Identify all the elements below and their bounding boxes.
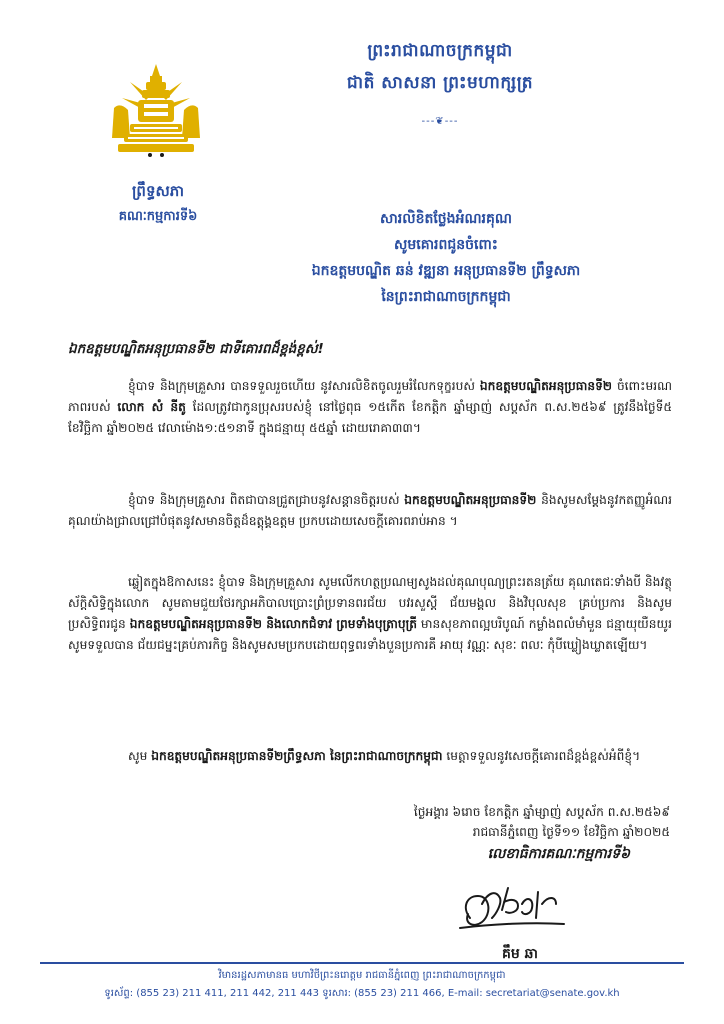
title-line-3: ឯកឧត្តមបណ្ឌិត ឆន់ វឌ្ឍនា អនុប្រធានទី២ ព្រឹទ្ធសភា — [311, 263, 581, 279]
signer-title: លេខាធិការគណៈកម្មការទី៦ — [487, 846, 630, 862]
p4-text-a: សូម — [128, 749, 152, 763]
p1-text-e: ដែលត្រូវជាកូនប្រុសរបស់ខ្ញុំ នៅថ្ងៃពុធ ១៥កើត ខែកត្តិក ឆ្នាំម្សាញ់ សប្តស័ក ព.ស.២៥៦៩ ត្រូវនឹងថ្ងៃទី៥ ខែវិច្ឆិកា ឆ្នាំ២០២៥ វេលាម៉ោង១:៥១នាទី ក្នុងជន្មាយុ ៥៥ឆ្នាំ ដោយរោគា៣៣។ — [68, 400, 672, 435]
date-lunar: ថ្ងៃអង្គារ ៦រោច ខែកត្តិក ឆ្នាំម្សាញ់ សប្តស័ក ព.ស.២៥៦៩ — [413, 805, 670, 819]
paragraph-2 — [68, 490, 672, 532]
kingdom-heading: ព្រះរាជាណាចក្រកម្ពុជា — [367, 41, 513, 61]
p3-recipient: ឯកឧត្តមបណ្ឌិតអនុប្រធានទី២ និងលោកជំទាវ ព្រមទាំងបុត្រាបុត្រី — [129, 617, 417, 631]
p3-text-a: ឆ្លៀតក្នុងឱកាសនេះ ខ្ញុំបាទ និងក្រុមគ្រួសារ សូមលើកហត្ថប្រណម្យសូងដល់គុណបុណ្យព្រះរតនត្រ័យ គុណតេជៈទាំងបី និងវត្ថុស័ក្តិសិទ្ធិក្នុងលោក សូមតាមជួយថែរក្សាអភិបាលប្រោះព្រំប្រទានពរជ័យ បវរសួស្តី ជ័យមង្គល និងវិបុលសុខ គ្រប់ប្រការ និងសូមប្រសិទ្ធិពរជូន — [68, 575, 672, 631]
national-motto: ជាតិ សាសនា ព្រះមហាក្សត្រ — [346, 73, 534, 93]
footer-divider — [40, 962, 684, 964]
p1-deceased-name: លោក សំ នីតូ — [117, 400, 186, 414]
p2-text-a: ខ្ញុំបាទ និងក្រុមគ្រួសារ ពិតជាបានជ្រួតជ្រាបនូវសន្តានចិត្តរបស់ — [128, 493, 405, 507]
senate-emblem-icon — [100, 62, 212, 162]
p4-text-c: មេត្តាទទួលនូវសេចក្តីគោរពដ៏ខ្ពង់ខ្ពស់អំពីខ្ញុំ។ — [442, 749, 641, 763]
p2-recipient: ឯកឧត្តមបណ្ឌិតអនុប្រធានទី២ — [404, 493, 537, 507]
title-line-1: សារលិខិតថ្លែងអំណរគុណ — [380, 211, 512, 227]
footer-address: វិមានរដ្ឋសភាមានធ មហាវិថីព្រះនរោត្តម រាជធានីភ្នំពេញ ព្រះរាជាណាចក្រកម្ពុជា — [218, 970, 506, 981]
title-line-2: សូមគោរពជូនចំពោះ — [394, 237, 498, 253]
paragraph-3 — [68, 572, 672, 656]
p1-recipient: ឯកឧត្តមបណ្ឌិតអនុប្រធានទី២ — [479, 379, 613, 393]
footer-contact: ទូរស័ព្ទ: (855 23) 211 411, 211 442, 211 443 ទូរសារ: (855 23) 211 466, E-mail: secretariat@senate.gov.kh — [104, 988, 620, 999]
p3-text-c: មានសុខភាពល្អបរិបូណ៍ កម្លាំងពលំមាំមួន ជន្មាយុយឺនយូរ សូមទទួលបាន ជ័យជម្នះគ្រប់ភារកិច្ច និងសូមសមប្រកបដោយពុទ្ធពរទាំងបួនប្រការគឺ អាយុ វណ្ណៈ សុខៈ ពលៈ កុំបីឃ្លៀងឃ្លាតឡើយ។ — [68, 617, 672, 652]
p2-text-c: និងសូមសម្តែងនូវកតញ្ញូអំណរគុណយ៉ាងជ្រាលជ្រៅបំផុតនូវសមានចិត្តដ៏ឧត្តុង្គឧត្តម ប្រកបដោយសេចក្តីគោរពរាប់អាន ។ — [68, 493, 673, 528]
p1-text-a: ខ្ញុំបាទ និងក្រុមគ្រួសារ បានទទួលរួចហើយ នូវសារលិខិតចូលរួមរំលែកទុក្ខរបស់ — [128, 379, 480, 393]
signer-name: គឹម ឆា — [502, 946, 538, 962]
date-solar: រាជធានីភ្នំពេញ ថ្ងៃទី១១ ខែវិច្ឆិកា ឆ្នាំ២០២៥ — [472, 825, 670, 839]
institution-name: ព្រឹទ្ធសភា — [131, 182, 185, 200]
ornament-divider: ---❦--- — [421, 116, 459, 127]
letter-title — [236, 206, 656, 310]
p1-text-c: ចំពោះមរណភាពរបស់ — [68, 379, 672, 414]
p4-recipient: ឯកឧត្តមបណ្ឌិតអនុប្រធានទី២ព្រឹទ្ធសភា នៃព្រះរាជាណាចក្រកម្ពុជា — [151, 749, 443, 763]
salutation: ឯកឧត្តមបណ្ឌិតអនុប្រធានទី២ ជាទីគោរពដ៏ខ្ពង់ខ្ពស់! — [68, 341, 324, 357]
paragraph-4 — [68, 746, 672, 767]
title-line-4: នៃព្រះរាជាណាចក្រកម្ពុជា — [381, 289, 511, 305]
handwritten-signature-icon — [452, 874, 572, 938]
commission-name: គណៈកម្មការទី៦ — [118, 209, 198, 224]
paragraph-1 — [68, 376, 672, 439]
